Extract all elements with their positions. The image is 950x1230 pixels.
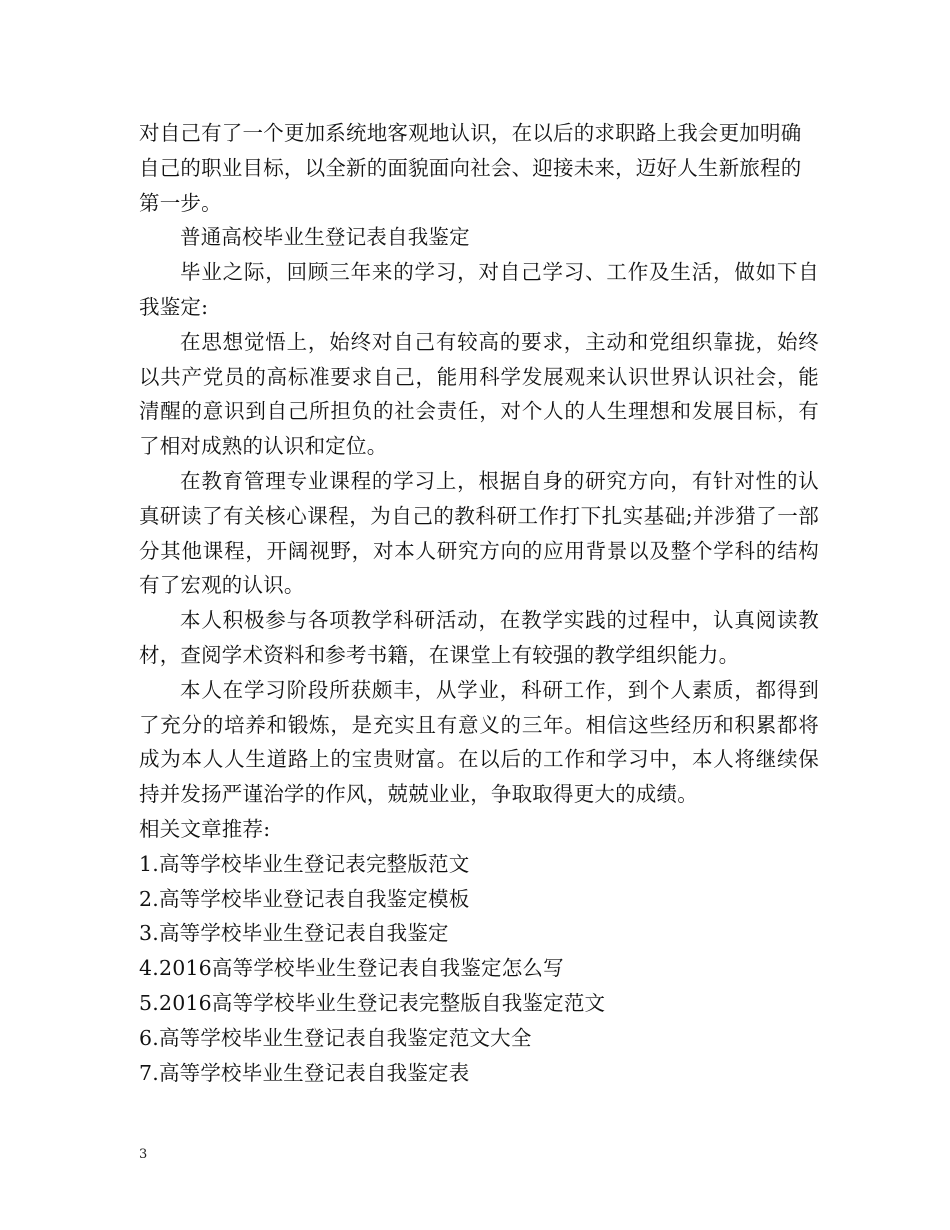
- page-number: 3: [139, 1147, 148, 1162]
- paragraph-research: 本人积极参与各项教学科研活动，在教学实践的过程中，认真阅读教材，查阅学术资料和参考书籍，在课堂上有较强的教学组织能力。: [139, 608, 819, 667]
- related-article-link[interactable]: 6.高等学校毕业生登记表自我鉴定范文大全: [139, 1025, 532, 1050]
- paragraph-summary: 本人在学习阶段所获颇丰，从学业，科研工作，到个人素质，都得到了充分的培养和锻炼，是充实且有意义的三年。相信这些经历和积累都将成为本人人生道路上的宝贵财富。在以后的工作和学习中，本人将继续保持并发扬严谨治学的作风，兢兢业业，争取取得更大的成绩。: [139, 677, 819, 807]
- paragraph-study: 在教育管理专业课程的学习上，根据自身的研究方向，有针对性的认真研读了有关核心课程，为自己的教科研工作打下扎实基础;并涉猎了一部分其他课程，开阔视野，对本人研究方向的应用背景以及整个学科的结构有了宏观的认识。: [139, 468, 819, 598]
- paragraph-continuation: 对自己有了一个更加系统地客观地认识，在以后的求职路上我会更加明确自己的职业目标，以全新的面貌面向社会、迎接未来，迈好人生新旅程的第一步。: [139, 121, 802, 215]
- section-heading: 普通高校毕业生登记表自我鉴定: [180, 225, 470, 250]
- paragraph-ideology: 在思想觉悟上，始终对自己有较高的要求，主动和党组织靠拢，始终以共产党员的高标准要求自己，能用科学发展观来认识世界认识社会，能清醒的意识到自己所担负的社会责任，对个人的人生理想和发展目标，有了相对成熟的认识和定位。: [139, 329, 819, 459]
- related-article-link[interactable]: 4.2016高等学校毕业生登记表自我鉴定怎么写: [139, 956, 564, 981]
- related-article-link[interactable]: 5.2016高等学校毕业生登记表完整版自我鉴定范文: [139, 990, 606, 1015]
- related-articles-heading: 相关文章推荐:: [139, 816, 271, 841]
- related-article-link[interactable]: 7.高等学校毕业生登记表自我鉴定表: [139, 1060, 470, 1085]
- related-article-link[interactable]: 1.高等学校毕业生登记表完整版范文: [139, 851, 470, 876]
- related-article-link[interactable]: 2.高等学校毕业登记表自我鉴定模板: [139, 886, 470, 911]
- related-article-link[interactable]: 3.高等学校毕业生登记表自我鉴定: [139, 921, 449, 946]
- paragraph-intro: 毕业之际，回顾三年来的学习，对自己学习、工作及生活，做如下自我鉴定:: [139, 260, 819, 319]
- document-body: [139, 116, 819, 1090]
